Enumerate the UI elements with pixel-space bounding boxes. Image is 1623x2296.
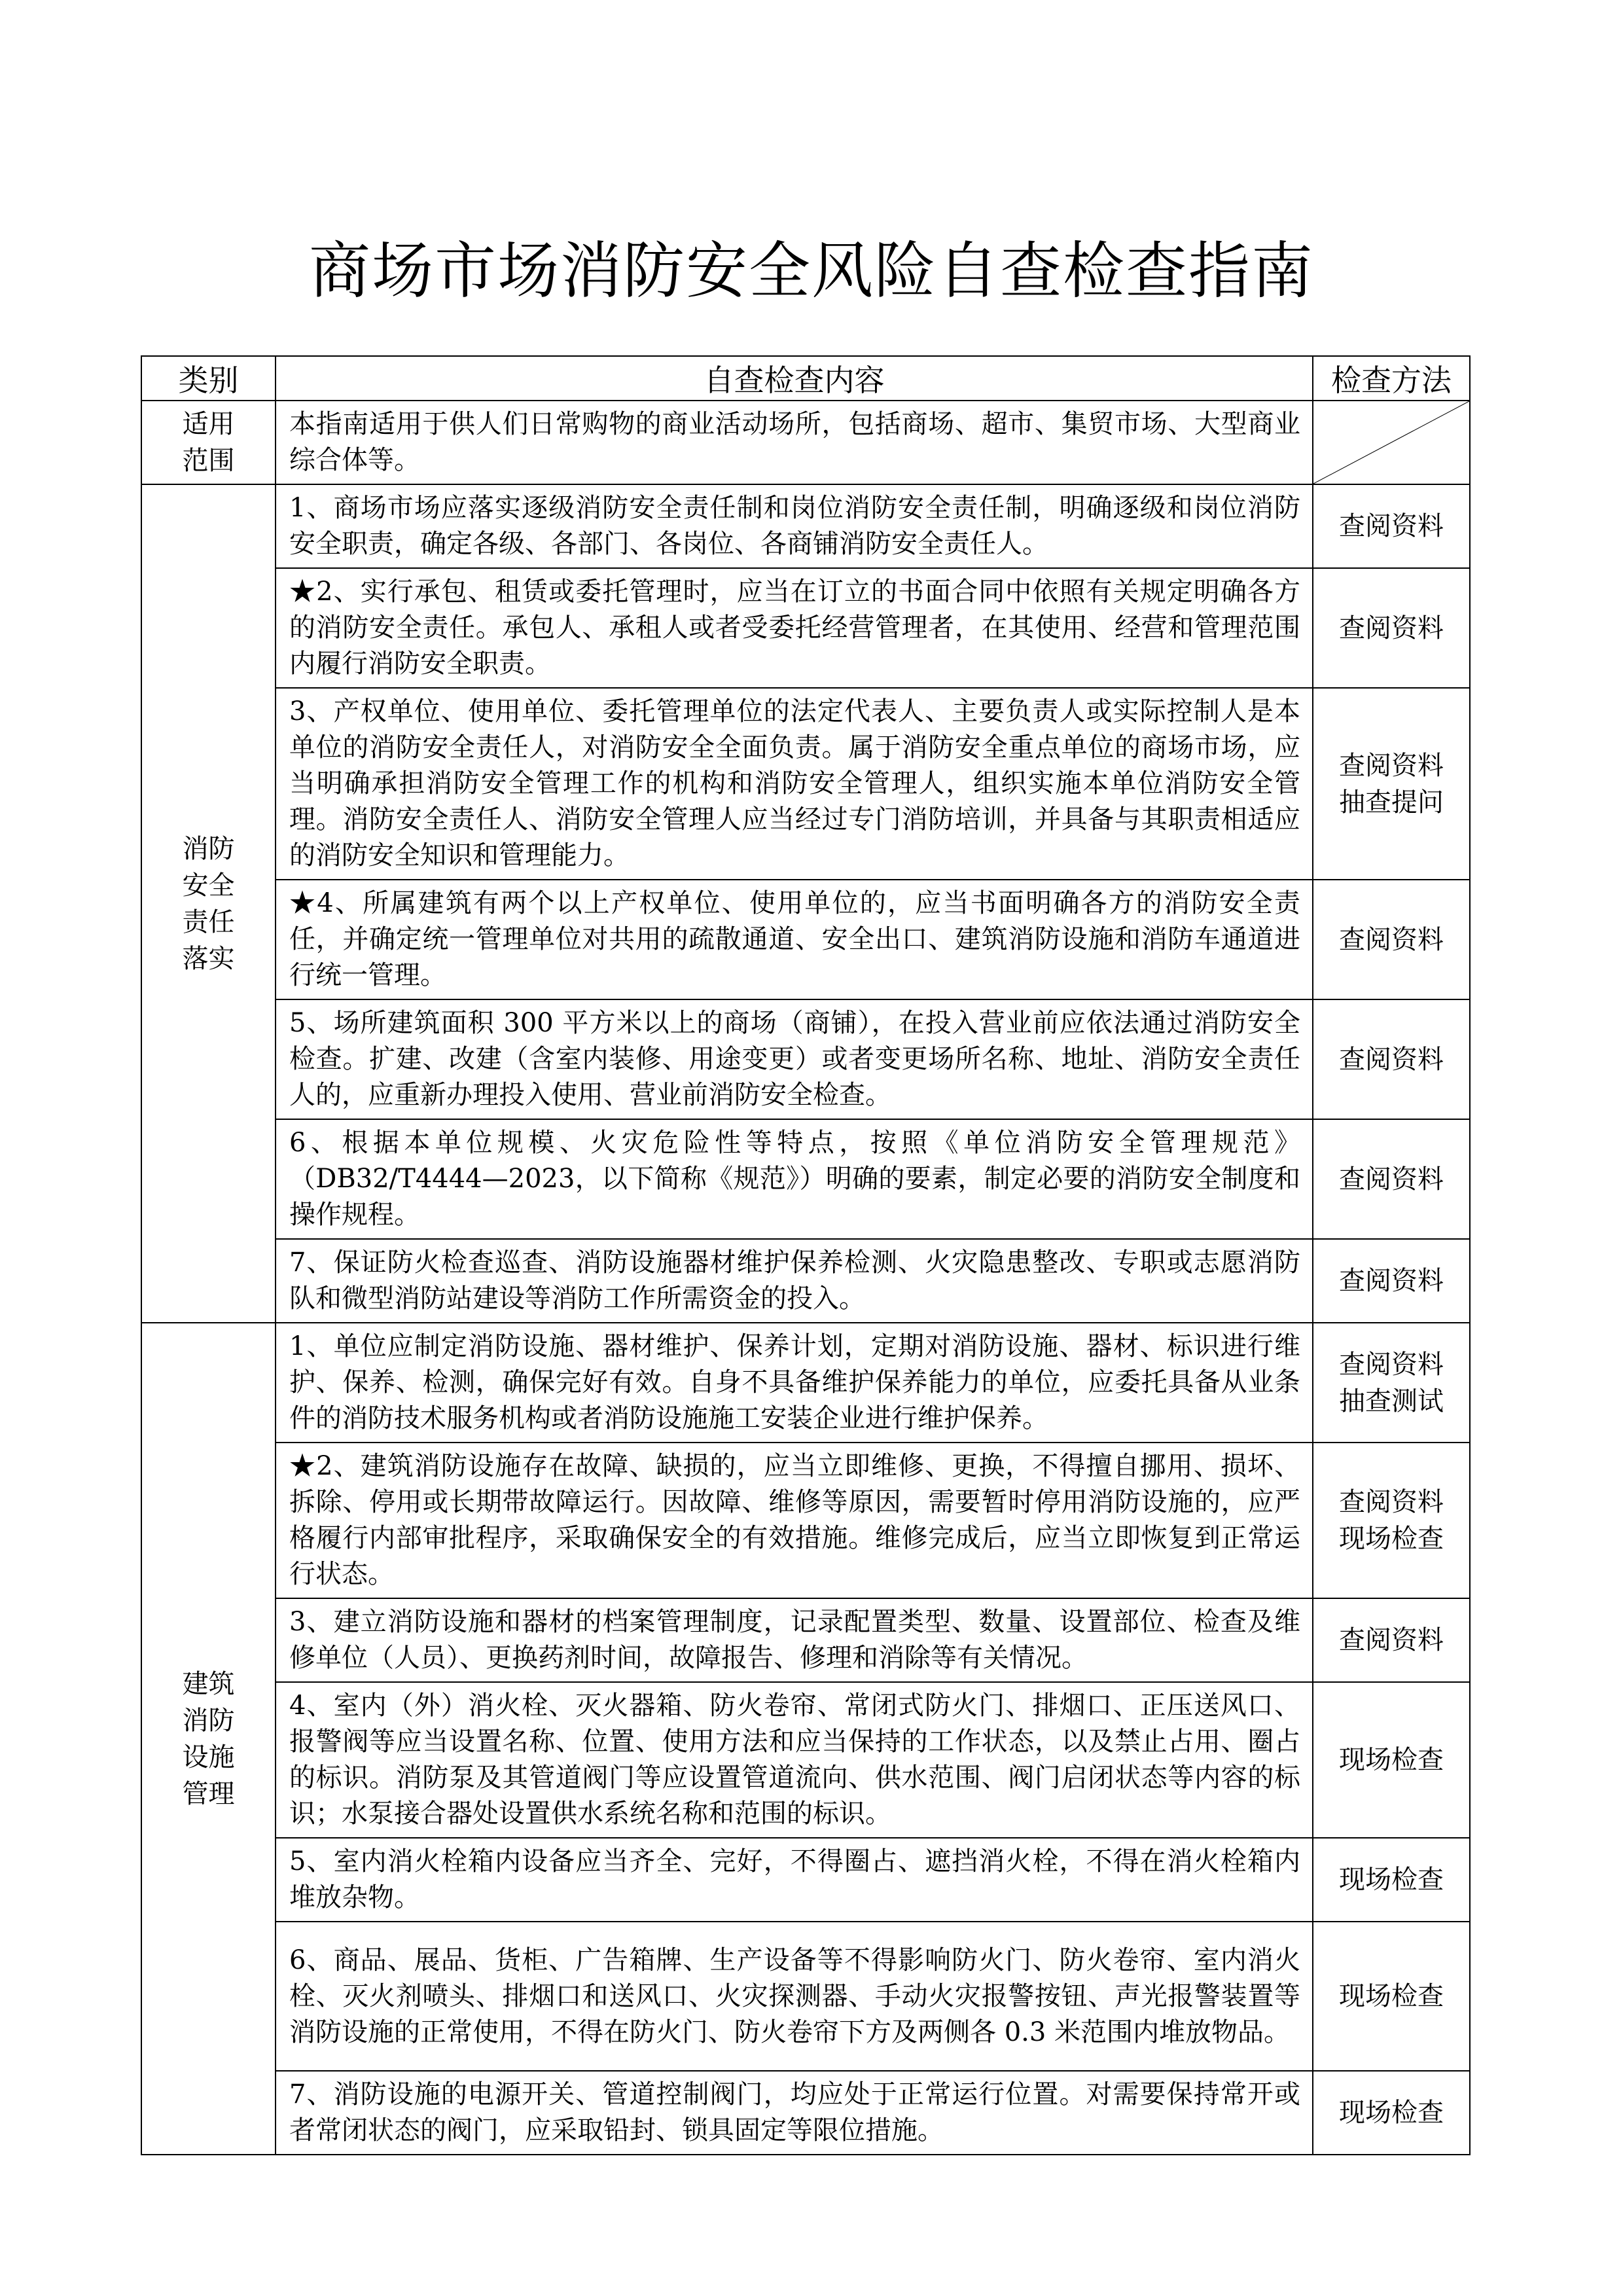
table-row xyxy=(141,1443,1470,1598)
item-content: 5、场所建筑面积 300 平方米以上的商场（商铺），在投入营业前应依法通过消防安全检查。扩建、改建（含室内装修、用途变更）或者变更场所名称、地址、消防安全责任人的，应重新办理投入使用、营业前消防安全检查。 xyxy=(276,999,1313,1119)
table-row xyxy=(141,1239,1470,1323)
item-content: 6、商品、展品、货柜、广告箱牌、生产设备等不得影响防火门、防火卷帘、室内消火栓、灭火剂喷头、排烟口和送风口、火灾探测器、手动火灾报警按钮、声光报警装置等消防设施的正常使用，不得在防火门、防火卷帘下方及两侧各 0.3 米范围内堆放物品。 xyxy=(276,1922,1313,2071)
header-method: 检查方法 xyxy=(1313,356,1470,401)
document-title: 商场市场消防安全风险自查检查指南 xyxy=(308,236,1314,307)
category-scope: 适用 范围 xyxy=(141,401,276,484)
item-method: 现场检查 xyxy=(1313,1682,1470,1838)
item-method: 现场检查 xyxy=(1313,2071,1470,2155)
table-row xyxy=(141,1682,1470,1838)
item-content: 5、室内消火栓箱内设备应当齐全、完好，不得圈占、遮挡消火栓，不得在消火栓箱内堆放杂物。 xyxy=(276,1838,1313,1922)
header-category: 类别 xyxy=(141,356,276,401)
item-content: 1、单位应制定消防设施、器材维护、保养计划，定期对消防设施、器材、标识进行维护、保养、检测，确保完好有效。自身不具备维护保养能力的单位，应委托具备从业条件的消防技术服务机构或者消防设施施工安装企业进行维护保养。 xyxy=(276,1323,1313,1443)
table-row xyxy=(141,1838,1470,1922)
item-content: 6、根据本单位规模、火灾危险性等特点，按照《单位消防安全管理规范》（DB32/T4444—2023，以下简称《规范》）明确的要素，制定必要的消防安全制度和操作规程。 xyxy=(276,1119,1313,1239)
table-row xyxy=(141,1323,1470,1443)
item-method: 查阅资料 xyxy=(1313,1239,1470,1323)
item-content: ★4、所属建筑有两个以上产权单位、使用单位的，应当书面明确各方的消防安全责任，并确定统一管理单位对共用的疏散通道、安全出口、建筑消防设施和消防车通道进行统一管理。 xyxy=(276,880,1313,999)
item-method: 查阅资料 现场检查 xyxy=(1313,1443,1470,1598)
item-method: 查阅资料 xyxy=(1313,1598,1470,1682)
table-row xyxy=(141,688,1470,880)
table-row xyxy=(141,2071,1470,2155)
item-method: 查阅资料 抽查提问 xyxy=(1313,688,1470,880)
inspection-table xyxy=(141,355,1471,2155)
table-row xyxy=(141,568,1470,688)
item-method: 现场检查 xyxy=(1313,1922,1470,2071)
item-method: 查阅资料 xyxy=(1313,999,1470,1119)
item-content: 3、建立消防设施和器材的档案管理制度，记录配置类型、数量、设置部位、检查及维修单位（人员）、更换药剂时间，故障报告、修理和消除等有关情况。 xyxy=(276,1598,1313,1682)
table-row xyxy=(141,1598,1470,1682)
item-content: 7、消防设施的电源开关、管道控制阀门，均应处于正常运行位置。对需要保持常开或者常闭状态的阀门，应采取铅封、锁具固定等限位措施。 xyxy=(276,2071,1313,2155)
scope-content: 本指南适用于供人们日常购物的商业活动场所，包括商场、超市、集贸市场、大型商业综合体等。 xyxy=(276,401,1313,484)
category-fire-facility-management: 建筑 消防 设施 管理 xyxy=(141,1323,276,2155)
table-row xyxy=(141,484,1470,568)
table-row xyxy=(141,999,1470,1119)
item-method: 查阅资料 xyxy=(1313,880,1470,999)
item-content: 4、室内（外）消火栓、灭火器箱、防火卷帘、常闭式防火门、排烟口、正压送风口、报警阀等应当设置名称、位置、使用方法和应当保持的工作状态，以及禁止占用、圈占的标识。消防泵及其管道阀门等应设置管道流向、供水范围、阀门启闭状态等内容的标识；水泵接合器处设置供水系统名称和范围的标识。 xyxy=(276,1682,1313,1838)
item-method: 查阅资料 xyxy=(1313,484,1470,568)
item-content: ★2、建筑消防设施存在故障、缺损的，应当立即维修、更换，不得擅自挪用、损坏、拆除、停用或长期带故障运行。因故障、维修等原因，需要暂时停用消防设施的，应严格履行内部审批程序，采取确保安全的有效措施。维修完成后，应当立即恢复到正常运行状态。 xyxy=(276,1443,1313,1598)
table-row xyxy=(141,1119,1470,1239)
item-method: 现场检查 xyxy=(1313,1838,1470,1922)
category-fire-safety-responsibility: 消防 安全 责任 落实 xyxy=(141,484,276,1323)
item-content: ★2、实行承包、租赁或委托管理时，应当在订立的书面合同中依照有关规定明确各方的消防安全责任。承包人、承租人或者受委托经营管理者，在其使用、经营和管理范围内履行消防安全职责。 xyxy=(276,568,1313,688)
item-method: 查阅资料 xyxy=(1313,568,1470,688)
item-method: 查阅资料 xyxy=(1313,1119,1470,1239)
table-row xyxy=(141,880,1470,999)
scope-row xyxy=(141,401,1470,484)
item-content: 3、产权单位、使用单位、委托管理单位的法定代表人、主要负责人或实际控制人是本单位的消防安全责任人，对消防安全全面负责。属于消防安全重点单位的商场市场，应当明确承担消防安全管理工作的机构和消防安全管理人，组织实施本单位消防安全管理。消防安全责任人、消防安全管理人应当经过专门消防培训，并具备与其职责相适应的消防安全知识和管理能力。 xyxy=(276,688,1313,880)
item-method: 查阅资料 抽查测试 xyxy=(1313,1323,1470,1443)
method-empty-slash xyxy=(1313,401,1470,484)
header-row xyxy=(141,356,1470,401)
item-content: 1、商场市场应落实逐级消防安全责任制和岗位消防安全责任制，明确逐级和岗位消防安全职责，确定各级、各部门、各岗位、各商铺消防安全责任人。 xyxy=(276,484,1313,568)
header-content: 自查检查内容 xyxy=(276,356,1313,401)
table-row xyxy=(141,1922,1470,2071)
item-content: 7、保证防火检查巡查、消防设施器材维护保养检测、火灾隐患整改、专职或志愿消防队和微型消防站建设等消防工作所需资金的投入。 xyxy=(276,1239,1313,1323)
